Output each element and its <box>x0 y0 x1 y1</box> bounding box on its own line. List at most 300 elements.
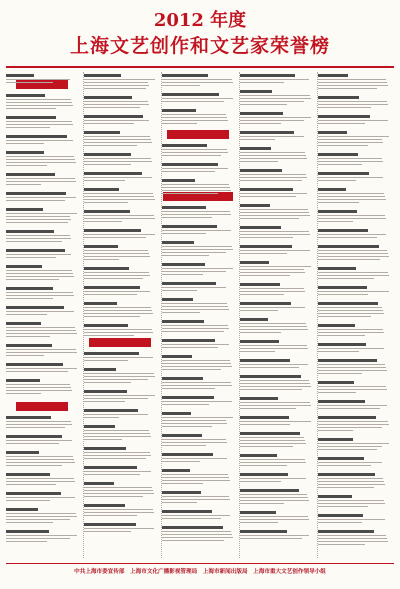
entry-text-line <box>6 352 77 353</box>
entry-title-text <box>318 74 348 77</box>
entry-text-line <box>6 140 73 141</box>
entry-title-text <box>84 153 131 156</box>
honoree-entry <box>240 416 312 427</box>
entry-title-text <box>84 172 142 175</box>
entry-text-line <box>240 253 287 254</box>
entry-text-line <box>84 417 119 418</box>
entry-text-line <box>318 408 380 409</box>
entry-text-line <box>318 104 388 105</box>
entry-text-line <box>240 123 281 124</box>
entry-text-line <box>240 478 306 479</box>
entry-text-line <box>318 446 382 447</box>
entry-title-text <box>6 208 43 211</box>
entry-title-text <box>84 188 119 191</box>
entry-text-line <box>6 105 73 106</box>
honoree-entry <box>318 153 390 167</box>
entry-text-line <box>240 503 284 504</box>
honoree-entry <box>318 229 390 240</box>
entry-title-text <box>240 489 299 492</box>
entry-text-line <box>240 193 307 194</box>
honoree-entry <box>318 438 390 452</box>
entry-title-text <box>162 469 190 472</box>
entry-text-line <box>84 193 153 194</box>
entry-title-text <box>318 343 366 346</box>
entry-text-line <box>6 349 76 350</box>
entry-title-text <box>84 131 120 134</box>
entry-text-line <box>84 335 134 336</box>
entry-text-line <box>240 98 311 99</box>
entry-text-line <box>240 79 309 80</box>
entry-text-line <box>84 512 154 513</box>
entry-text-line <box>240 522 278 523</box>
entry-text-line <box>240 180 302 181</box>
entry-text-line <box>318 259 380 260</box>
entry-text-line <box>240 386 311 387</box>
entry-text-line <box>84 107 140 108</box>
entry-text-line <box>240 269 304 270</box>
entry-text-line <box>240 152 305 153</box>
entry-text-line <box>318 424 389 425</box>
entry-title-text <box>240 131 294 134</box>
entry-title-text <box>84 74 121 77</box>
entry-title-text <box>240 283 280 286</box>
entry-text-line <box>84 142 152 143</box>
entry-title-text <box>162 355 192 358</box>
entry-text-line <box>84 379 148 380</box>
entry-text-line <box>162 85 200 86</box>
entry-text-line <box>240 294 284 295</box>
entry-text-line <box>240 291 305 292</box>
entry-text-line <box>162 152 228 153</box>
entry-text-line <box>6 478 74 479</box>
honoree-entry <box>162 526 234 543</box>
entry-text-line <box>6 336 50 337</box>
entry-title-text <box>240 147 271 150</box>
entry-title-text <box>240 188 293 191</box>
honoree-entry <box>84 131 156 148</box>
entry-text-line <box>318 544 365 545</box>
entry-text-line <box>84 275 150 276</box>
honoree-entry <box>162 282 234 293</box>
entry-text-line <box>6 314 47 315</box>
entry-title-text <box>318 267 356 270</box>
entry-text-line <box>318 535 386 536</box>
honoree-entry <box>6 230 78 244</box>
entry-text-line <box>162 246 232 247</box>
entry-title-text <box>318 115 370 118</box>
entry-text-line <box>240 177 307 178</box>
entry-text-line <box>318 123 365 124</box>
entry-text-line <box>162 328 229 329</box>
entry-text-line <box>162 458 227 459</box>
entry-title-text <box>318 416 376 419</box>
entry-text-line <box>318 215 385 216</box>
entry-text-line <box>240 234 310 235</box>
entry-text-line <box>318 256 389 257</box>
honoree-entry <box>6 249 78 260</box>
entry-text-line <box>162 249 233 250</box>
entry-text-line <box>318 329 383 330</box>
honoree-entry <box>162 469 234 486</box>
section-banner <box>89 338 151 347</box>
entry-text-line <box>162 114 226 115</box>
honoree-entry <box>240 397 312 411</box>
entry-text-line <box>318 278 374 279</box>
entry-text-line <box>162 496 229 497</box>
entry-title-text <box>240 416 289 419</box>
entry-text-line <box>318 272 388 273</box>
honoree-entry <box>318 343 390 354</box>
entry-text-line <box>84 158 151 159</box>
entry-text-line <box>6 99 71 100</box>
entry-title-text <box>318 210 357 213</box>
entry-text-line <box>6 355 44 356</box>
entry-text-line <box>162 123 197 124</box>
entry-title-text <box>6 306 64 309</box>
entry-title-text <box>6 473 50 476</box>
honoree-entry <box>318 115 390 126</box>
entry-title-text <box>318 172 369 175</box>
entry-text-line <box>6 522 53 523</box>
entry-title-text <box>84 409 138 412</box>
honoree-entry <box>318 302 390 319</box>
honoree-entry <box>6 208 78 225</box>
entry-text-line <box>162 344 229 345</box>
honoree-entry <box>162 510 234 521</box>
entry-text-line <box>240 402 310 403</box>
honoree-entry <box>240 74 312 85</box>
honoree-entry <box>318 172 390 183</box>
entry-text-line <box>318 250 387 251</box>
entry-title-text <box>84 466 137 469</box>
column-5 <box>318 72 392 558</box>
entry-text-line <box>84 139 151 140</box>
entry-title-text <box>162 412 191 415</box>
honoree-entry <box>84 482 156 499</box>
entry-text-line <box>84 528 154 529</box>
honoree-entry <box>6 473 78 487</box>
entry-text-line <box>318 370 387 371</box>
entry-title-text <box>318 438 353 441</box>
entry-text-line <box>6 384 70 385</box>
entry-title-text <box>318 302 378 305</box>
honoree-entry <box>318 324 390 338</box>
entry-text-line <box>162 312 200 313</box>
entry-title-text <box>84 115 143 118</box>
entry-text-line <box>162 101 224 102</box>
honoree-entry <box>318 400 390 411</box>
entry-title-text <box>318 229 368 232</box>
entry-text-line <box>162 233 206 234</box>
entry-text-line <box>84 360 128 361</box>
entry-text-line <box>162 502 197 503</box>
entry-text-line <box>318 462 382 463</box>
entry-text-line <box>240 440 305 441</box>
entry-title-text <box>240 432 300 435</box>
entry-title-text <box>240 74 295 77</box>
entry-text-line <box>240 101 304 102</box>
honoree-entry <box>6 508 78 525</box>
entry-text-line <box>84 452 150 453</box>
entry-title-text <box>240 245 292 248</box>
entry-text-line <box>6 443 59 444</box>
entry-title-text <box>162 109 196 112</box>
entry-text-line <box>240 462 306 463</box>
entry-title-text <box>240 397 278 400</box>
title-rule <box>6 66 394 68</box>
entry-text-line <box>162 252 226 253</box>
entry-text-line <box>162 331 224 332</box>
entry-title-text <box>162 434 202 437</box>
entry-text-line <box>6 368 77 369</box>
entry-text-line <box>318 145 368 146</box>
entry-text-line <box>240 380 309 381</box>
entry-text-line <box>162 287 226 288</box>
entry-text-line <box>6 197 76 198</box>
honoree-entry <box>84 245 156 262</box>
entry-text-line <box>6 390 72 391</box>
column-1 <box>6 72 80 558</box>
entry-text-line <box>162 155 221 156</box>
honoree-entry <box>84 302 156 319</box>
entry-text-line <box>162 214 231 215</box>
entry-text-line <box>162 274 203 275</box>
entry-text-line <box>318 196 385 197</box>
honoree-entry <box>6 173 78 187</box>
honoree-entry <box>6 451 78 468</box>
entry-text-line <box>6 143 44 144</box>
honoree-entry <box>240 169 312 183</box>
entry-title-text <box>162 144 207 147</box>
entry-text-line <box>6 481 75 482</box>
entry-text-line <box>240 367 299 368</box>
entry-text-line <box>318 421 388 422</box>
honoree-entry <box>6 416 78 430</box>
honoree-entry <box>240 318 312 335</box>
entry-text-line <box>6 424 72 425</box>
entry-text-line <box>318 291 389 292</box>
entry-text-line <box>6 257 56 258</box>
entry-text-line <box>6 459 74 460</box>
entry-text-line <box>162 445 206 446</box>
honoree-entry <box>318 267 390 281</box>
entry-text-line <box>6 200 65 201</box>
entry-text-line <box>240 437 304 438</box>
entry-text-line <box>6 127 50 128</box>
honoree-entry <box>240 131 312 142</box>
entry-text-line <box>240 535 309 536</box>
entry-text-line <box>162 474 228 475</box>
entry-text-line <box>162 171 215 172</box>
entry-title-text <box>240 302 291 305</box>
honoree-entry <box>162 163 234 174</box>
entry-text-line <box>84 221 122 222</box>
entry-title-text <box>84 447 126 450</box>
entry-text-line <box>240 209 308 210</box>
entry-text-line <box>318 313 384 314</box>
publishers-line: 中共上海市委宣传部 上海市文化广播影视管理局 上海市新闻出版局 上海市重大文艺创作领导小组 <box>74 569 326 575</box>
honoree-entry <box>318 457 390 468</box>
entry-text-line <box>240 481 281 482</box>
entry-text-line <box>240 82 284 83</box>
entry-text-line <box>162 369 221 370</box>
honoree-entry <box>84 74 156 91</box>
entry-title-text <box>6 492 61 495</box>
entry-text-line <box>84 278 143 279</box>
entry-text-line <box>162 423 227 424</box>
honoree-entry <box>240 359 312 370</box>
honoree-entry <box>84 425 156 442</box>
honoree-entry <box>6 192 78 203</box>
honoree-entry <box>240 340 312 354</box>
entry-title-text <box>84 210 130 213</box>
section-banner <box>16 402 68 411</box>
entry-text-line <box>84 471 151 472</box>
entry-text-line <box>318 253 388 254</box>
entry-text-line <box>162 534 232 535</box>
entry-text-line <box>162 480 230 481</box>
entry-text-line <box>240 364 308 365</box>
honoree-entry <box>240 112 312 126</box>
entry-text-line <box>6 254 71 255</box>
entry-text-line <box>6 184 41 185</box>
entry-text-line <box>84 123 134 124</box>
entry-text-line <box>240 272 305 273</box>
entry-text-line <box>318 500 384 501</box>
honoree-entry <box>318 514 390 525</box>
entry-text-line <box>6 295 74 296</box>
honoree-entry <box>84 267 156 281</box>
entry-title-text <box>240 359 290 362</box>
entry-title-text <box>162 298 193 301</box>
entry-text-line <box>84 180 125 181</box>
entry-title-text <box>84 368 116 371</box>
entry-text-line <box>6 102 72 103</box>
entry-text-line <box>318 487 374 488</box>
entry-text-line <box>84 395 155 396</box>
honoree-entry <box>162 144 234 158</box>
entry-text-line <box>240 332 281 333</box>
entry-text-line <box>162 531 231 532</box>
entry-text-line <box>240 497 308 498</box>
entry-text-line <box>6 82 53 83</box>
entry-text-line <box>318 427 382 428</box>
honoree-entry <box>6 363 78 374</box>
entry-text-line <box>318 218 386 219</box>
entry-text-line <box>318 389 387 390</box>
entry-text-line <box>84 145 137 146</box>
entry-text-line <box>318 449 377 450</box>
honoree-entry <box>162 74 234 88</box>
entry-title-text <box>6 435 62 438</box>
entry-text-line <box>6 156 74 157</box>
entry-text-line <box>84 329 152 330</box>
entry-text-line <box>6 298 53 299</box>
entry-title-text <box>84 302 117 305</box>
entry-text-line <box>6 440 72 441</box>
entry-text-line <box>84 259 119 260</box>
entry-text-line <box>84 196 154 197</box>
entry-text-line <box>318 541 388 542</box>
honoree-entry <box>6 135 78 146</box>
entry-text-line <box>162 442 227 443</box>
honoree-entry <box>6 116 78 130</box>
entry-text-line <box>162 477 229 478</box>
entry-text-line <box>318 136 389 137</box>
entry-text-line <box>6 178 75 179</box>
entry-title-text <box>84 245 118 248</box>
entry-text-line <box>240 443 306 444</box>
entry-text-line <box>84 177 152 178</box>
entry-text-line <box>6 279 59 280</box>
entry-text-line <box>6 270 72 271</box>
honoree-entry <box>240 511 312 525</box>
honoree-entry <box>6 379 78 396</box>
entry-text-line <box>84 316 140 317</box>
entry-text-line <box>84 202 128 203</box>
entry-text-line <box>162 187 230 188</box>
honoree-entry <box>318 359 390 376</box>
entry-title-text <box>240 473 288 476</box>
honoree-entry <box>6 344 78 358</box>
entry-text-line <box>318 294 368 295</box>
entry-text-line <box>162 401 232 402</box>
entry-text-line <box>318 316 371 317</box>
entry-text-line <box>240 212 309 213</box>
entry-text-line <box>318 307 382 308</box>
entry-text-line <box>84 455 151 456</box>
entry-text-line <box>162 518 221 519</box>
entry-text-line <box>240 218 299 219</box>
entry-text-line <box>318 139 382 140</box>
entry-title-text <box>240 340 279 343</box>
entry-title-text <box>240 226 281 229</box>
entry-text-line <box>84 291 150 292</box>
honoree-entry <box>162 241 234 258</box>
entry-text-line <box>84 310 152 311</box>
entry-title-text <box>240 511 276 514</box>
entry-title-text <box>318 286 367 289</box>
entry-title-text <box>162 510 212 513</box>
entry-title-text <box>84 425 115 428</box>
entry-title-text <box>162 241 194 244</box>
entry-title-text <box>84 286 140 289</box>
entry-text-line <box>84 104 149 105</box>
entry-title-text <box>6 173 55 176</box>
honoree-entry <box>162 263 234 277</box>
entry-text-line <box>318 443 389 444</box>
entry-text-line <box>240 104 287 105</box>
entry-text-line <box>240 117 311 118</box>
honoree-entry <box>162 109 234 126</box>
footer-rule <box>6 563 394 564</box>
entry-text-line <box>84 430 149 431</box>
entry-text-line <box>318 202 359 203</box>
entry-text-line <box>84 253 149 254</box>
honoree-entry <box>240 454 312 468</box>
entry-text-line <box>6 124 73 125</box>
entry-title-text <box>6 322 41 325</box>
entry-text-line <box>84 436 151 437</box>
entry-text-line <box>6 79 70 80</box>
entry-text-line <box>84 218 155 219</box>
entry-title-text <box>162 339 215 342</box>
entry-text-line <box>6 519 70 520</box>
entry-title-text <box>6 192 66 195</box>
entry-title-text <box>6 451 39 454</box>
entry-text-line <box>162 363 231 364</box>
entry-text-line <box>84 401 125 402</box>
